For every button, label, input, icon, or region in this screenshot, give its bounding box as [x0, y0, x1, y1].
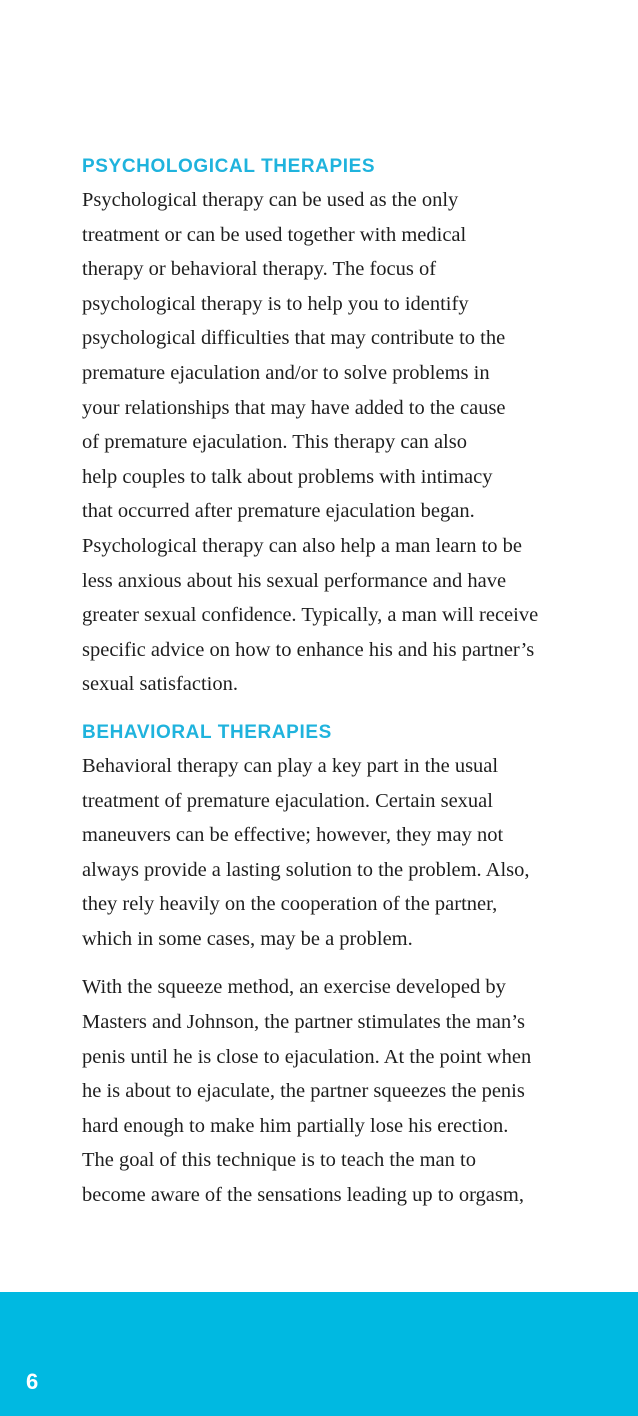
- text-line: he is about to ejaculate, the partner squeezes the penis: [82, 1080, 525, 1103]
- text-line: The goal of this technique is to teach the man to: [82, 1149, 476, 1172]
- page-number: 6: [26, 1369, 39, 1394]
- text-line: Masters and Johnson, the partner stimulates the man’s: [82, 1011, 525, 1034]
- text-line: premature ejaculation and/or to solve problems in: [82, 361, 490, 384]
- page-content: [82, 152, 602, 1213]
- text-line: help couples to talk about problems with intimacy: [82, 465, 493, 488]
- text-line: sexual satisfaction.: [82, 673, 238, 696]
- text-line: which in some cases, may be a problem.: [82, 927, 413, 950]
- text-line: Behavioral therapy can play a key part in the usual: [82, 754, 499, 777]
- text-line: of premature ejaculation. This therapy can also: [82, 431, 467, 454]
- text-line: always provide a lasting solution to the problem. Also,: [82, 858, 530, 881]
- psychological-therapies-paragraph: [82, 183, 602, 702]
- text-line: they rely heavily on the cooperation of the partner,: [82, 893, 498, 916]
- footer-band: [0, 1292, 638, 1416]
- section-heading-psychological-therapies: PSYCHOLOGICAL THERAPIES: [82, 156, 376, 177]
- text-line: treatment of premature ejaculation. Certain sexual: [82, 789, 493, 812]
- text-line: become aware of the sensations leading up to orgasm,: [82, 1184, 524, 1207]
- text-line: therapy or behavioral therapy. The focus of: [82, 258, 437, 281]
- text-line: Psychological therapy can also help a man learn to be: [82, 534, 523, 557]
- text-line: specific advice on how to enhance his and his partner’s: [82, 638, 535, 661]
- text-line: greater sexual confidence. Typically, a man will receive: [82, 604, 539, 627]
- text-line: penis until he is close to ejaculation. At the point when: [82, 1045, 532, 1068]
- text-line: With the squeeze method, an exercise developed by: [82, 976, 506, 999]
- text-line: your relationships that may have added to the cause: [82, 396, 506, 419]
- text-line: less anxious about his sexual performance and have: [82, 569, 507, 592]
- text-line: psychological therapy is to help you to identify: [82, 292, 469, 315]
- text-line: psychological difficulties that may contribute to the: [82, 327, 506, 350]
- text-line: Psychological therapy can be used as the only: [82, 189, 459, 211]
- text-line: treatment or can be used together with medical: [82, 223, 467, 246]
- text-line: hard enough to make him partially lose his erection.: [82, 1114, 509, 1137]
- behavioral-therapies-paragraph-2: [82, 970, 602, 1212]
- text-line: that occurred after premature ejaculation began.: [82, 500, 475, 523]
- section-heading-behavioral-therapies: BEHAVIORAL THERAPIES: [82, 721, 332, 743]
- behavioral-therapies-paragraph-1: [82, 749, 602, 957]
- text-line: maneuvers can be effective; however, they may not: [82, 824, 504, 847]
